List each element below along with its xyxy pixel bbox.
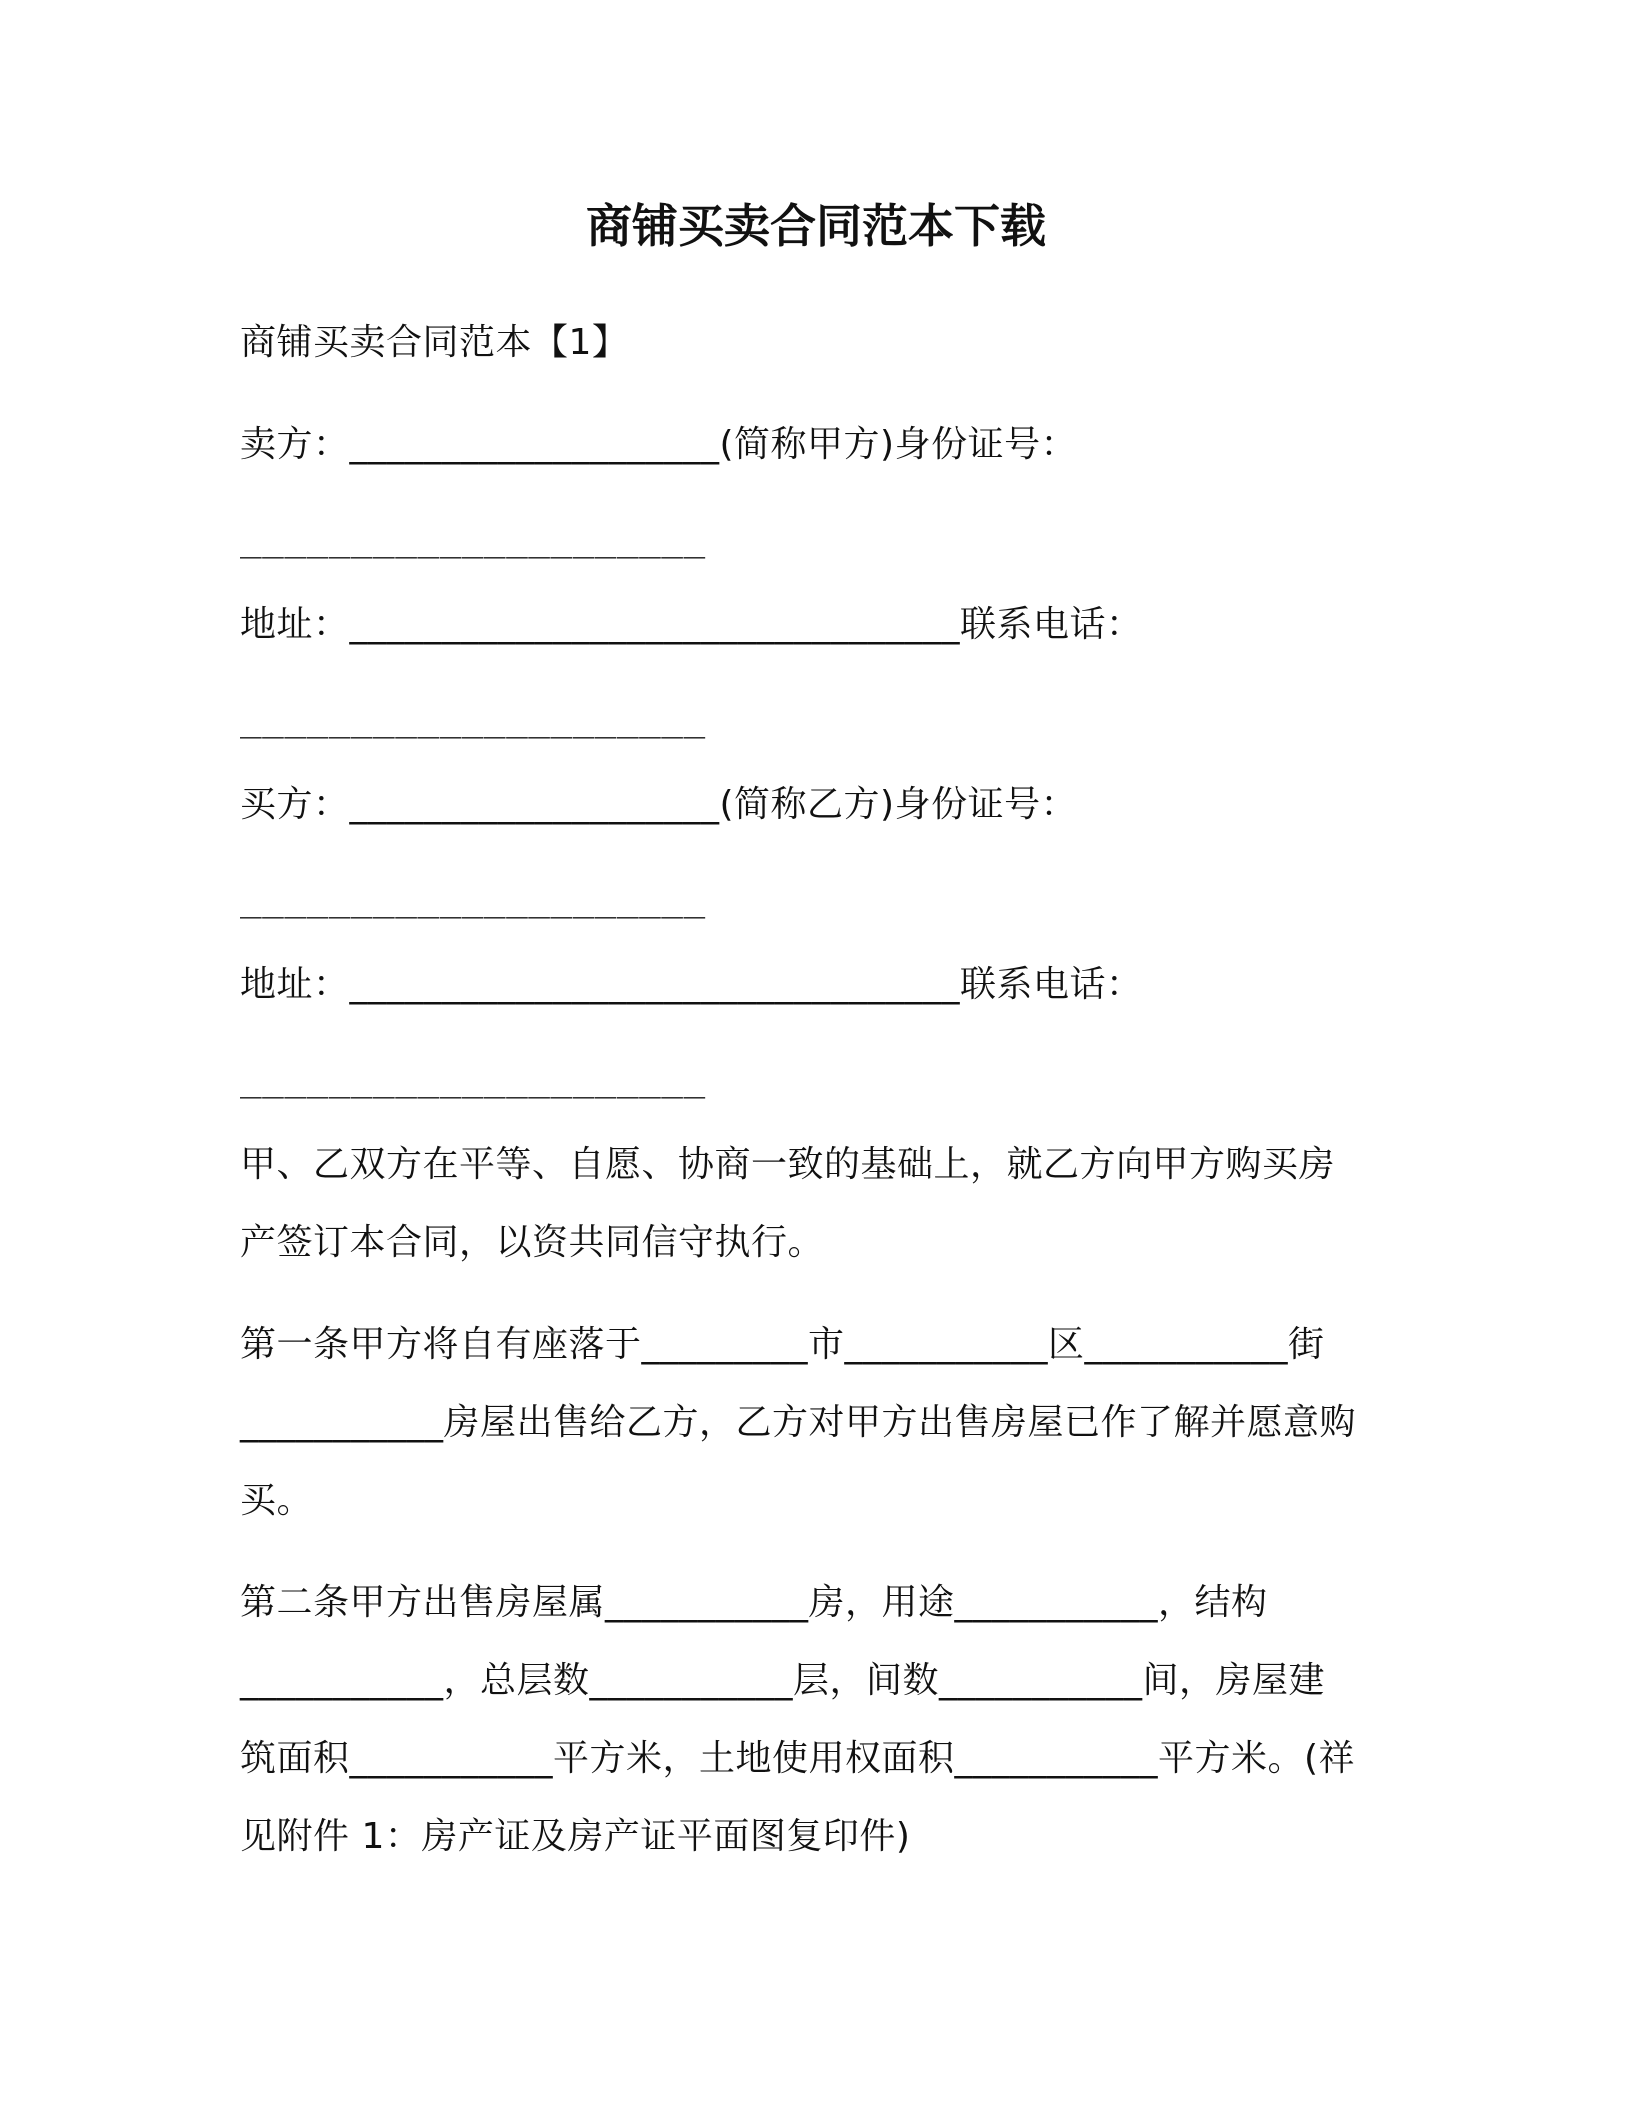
- buyer-phone-blank: _____________________: [240, 1058, 706, 1099]
- buyer-name-line: 买方：____________________(简称乙方)身份证号：: [240, 784, 1078, 825]
- article-2-line-2: ___________，总层数___________层，间数___________间，房屋建: [240, 1660, 1326, 1701]
- seller-name-line: 卖方：____________________(简称甲方)身份证号：: [240, 424, 1078, 465]
- buyer-address-line: 地址：_________________________________联系电话：: [240, 964, 1143, 1005]
- buyer-id-blank: _____________________: [240, 878, 706, 919]
- preamble-line-2: 产签订本合同，以资共同信守执行。: [240, 1222, 825, 1263]
- section-heading: 商铺买卖合同范本【1】: [240, 322, 629, 363]
- article-1-line-2: ___________房屋出售给乙方，乙方对甲方出售房屋已作了解并愿意购: [240, 1402, 1357, 1443]
- article-2-line-3: 筑面积___________平方米，土地使用权面积___________平方米。(祥: [240, 1738, 1356, 1779]
- article-1-line-3: 买。: [240, 1480, 314, 1521]
- article-1-line-1: 第一条甲方将自有座落于_________市___________区___________街: [240, 1324, 1325, 1365]
- seller-address-line: 地址：_________________________________联系电话：: [240, 604, 1143, 645]
- document-title: 商铺买卖合同范本下载: [586, 199, 1046, 253]
- article-2-line-4: 见附件 1：房产证及房产证平面图复印件): [240, 1816, 911, 1857]
- seller-id-blank: _____________________: [240, 518, 706, 559]
- preamble-line-1: 甲、乙双方在平等、自愿、协商一致的基础上，就乙方向甲方购买房: [240, 1144, 1336, 1185]
- seller-phone-blank: _____________________: [240, 698, 706, 739]
- article-2-line-1: 第二条甲方出售房屋属___________房，用途___________，结构: [240, 1582, 1268, 1623]
